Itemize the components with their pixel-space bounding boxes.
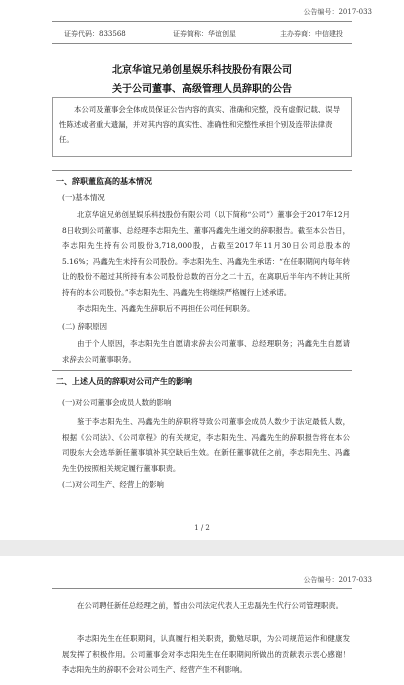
header-divider	[52, 21, 352, 22]
section-2-heading: 二、上述人员的辞职对公司产生的影响	[56, 377, 192, 386]
stock-code: 证券代码：833568	[64, 30, 126, 38]
section-2-sub-2: (二)对公司生产、经营上的影响	[62, 480, 164, 489]
disclaimer-box	[52, 97, 352, 157]
section-1-paragraph-1: 北京华谊兄弟创星娱乐科技股份有限公司（以下简称“公司”）董事会于2017年12月8日收到公司董事、总经理李志阳先生、董事冯鑫先生递交的辞职报告。截至本公告日，李志阳先生持有公司股份3,718,000股，占截至2017年11月30日公司总股本的5.16%；冯鑫先生未持有公司股份。李志阳先生、冯鑫先生承诺：“在任职期间内每年转让的股份不超过其所持有本公司股份总数的百分之二十五，在离职后半年内不转让其所持有的本公司股份。”李志阳先生、冯鑫先生将继续严格履行上述承诺。	[62, 210, 350, 297]
section-divider-2	[52, 370, 352, 371]
page-2-paragraph-2: 李志阳先生在任职期间，认真履行相关职责，勤勉尽职，为公司规范运作和健康发展发挥了积极作用。公司董事会对李志阳先生在任职期间所做出的贡献表示衷心感谢！李志阳先生的辞职不会对公司生产、经营产生不利影响。	[62, 634, 350, 674]
section-2-sub-1: (一)对公司董事会成员人数的影响	[62, 398, 172, 407]
announcement-title: 关于公司董事、高级管理人员辞职的公告	[112, 84, 292, 95]
stock-name: 证券简称：华谊创星	[173, 30, 236, 38]
section-1-sub-2: (二) 辞职原因	[62, 322, 108, 331]
section-1-sub-1: (一)基本情况	[62, 193, 105, 202]
announcement-number: 公告编号：2017-033	[303, 8, 372, 16]
section-1-heading: 一、辞职董监高的基本情况	[56, 177, 152, 186]
section-divider	[52, 170, 352, 171]
page-2-paragraph-1: 在公司聘任新任总经理之前，暂由公司法定代表人王忠磊先生代行公司管理职责。	[77, 601, 344, 610]
sponsor-broker: 主办券商：中信建投	[280, 30, 343, 38]
disclaimer-text: 本公司及董事会全体成员保证公告内容的真实、准确和完整，没有虚假记载、误导性陈述或者重大遗漏，并对其内容的真实性、准确性和完整性承担个别及连带法律责任。	[59, 105, 341, 144]
page-number: 1 / 2	[194, 524, 210, 532]
announcement-number-page-2: 公告编号：2017-033	[303, 576, 372, 584]
section-2-paragraph-1: 鉴于李志阳先生、冯鑫先生的辞职将导致公司董事会成员人数少于法定最低人数，根据《公司法》、《公司章程》的有关规定，李志阳先生、冯鑫先生的辞职报告将在本公司股东大会选举新任董事填补其空缺后生效。在新任董事就任之前，李志阳先生、冯鑫先生仍按照相关规定履行董事职责。	[62, 417, 350, 473]
document-page-2	[0, 556, 404, 685]
section-1-paragraph-3: 由于个人原因，李志阳先生自愿请求辞去公司董事、总经理职务；冯鑫先生自愿请求辞去公司董事职务。	[62, 339, 350, 364]
section-1-paragraph-2: 李志阳先生、冯鑫先生辞职后不再担任公司任何职务。	[77, 304, 255, 313]
meta-divider	[52, 43, 352, 44]
header-divider-page-2	[52, 588, 352, 589]
company-title: 北京华谊兄弟创星娱乐科技股份有限公司	[112, 65, 292, 76]
